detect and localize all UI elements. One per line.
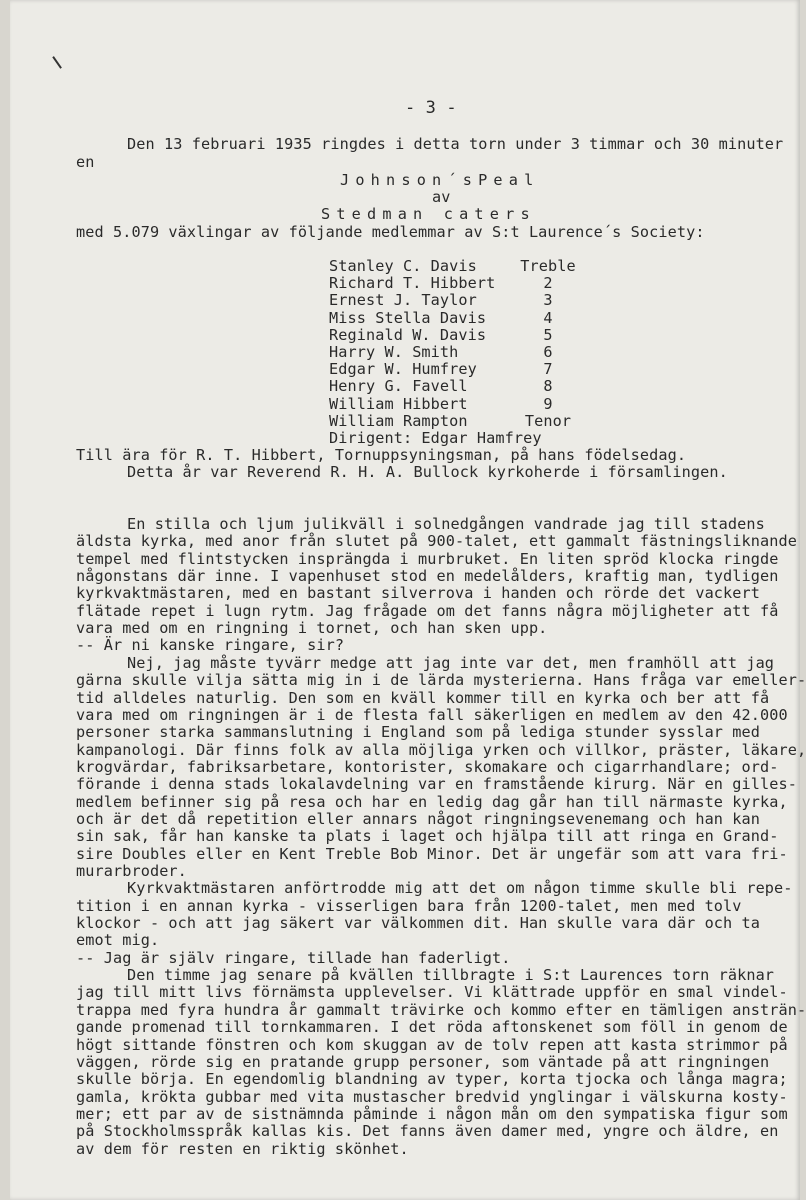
body-line: En stilla och ljum julikväll i solnedgången vandrade jag till stadens: [127, 515, 765, 533]
body-line: väggen, rörde sig en pratande grupp personer, som väntade på att ringningen: [76, 1052, 770, 1071]
body-line: murarbroder.: [76, 862, 187, 880]
peal-method: Stedman caters: [321, 205, 536, 223]
ringer-bell: Tenor: [524, 411, 572, 430]
body-line: sire Doubles eller en Kent Treble Bob Minor. Det är ungefär som att vara fri-: [76, 844, 788, 863]
dedication-line-2: Detta år var Reverend R. H. A. Bullock kyrkoherde i församlingen.: [127, 463, 728, 481]
body-line: skulle börja. En egendomlig blandning av typer, korta tjocka och långa magra;: [76, 1070, 788, 1089]
body-line: tempel med flintstycken insprängda i murbruket. En liten spröd klocka ringde: [76, 549, 779, 568]
body-line: gamla, krökta gubbar med vita mustascher bredvid ynglingar i välskurna kosty-: [76, 1087, 788, 1106]
ringer-bell: 9: [543, 394, 553, 413]
ringer-bell: 6: [543, 343, 553, 361]
body-line: Den timme jag senare på kvällen tillbragte i S:t Laurences torn räknar: [127, 966, 775, 985]
body-line: gärna skulle vilja sätta mig in i de lärda mysterierna. Hans fråga var emeller-: [76, 671, 806, 690]
ringer-bell: 8: [543, 377, 553, 396]
peal-title: Johnson´sPeal: [340, 171, 540, 189]
body-line: kyrkvaktmästaren, med en bastant silverrova i handen och rörde det vackert: [76, 584, 761, 603]
ringer-name: Henry G. Favell: [329, 377, 468, 396]
body-line: av dem för resten en riktig skönhet.: [76, 1139, 409, 1158]
body-line: klockor - och att jag säkert var välkommen dit. Han skulle vara där och ta: [76, 914, 761, 933]
ringer-bell: 3: [543, 291, 553, 310]
body-line: personer starka sammanslutning i England som på lediga stunder sysslar med: [76, 723, 761, 742]
ringer-name: Miss Stella Davis: [329, 308, 487, 327]
intro-line-2: en: [76, 153, 95, 171]
ringer-bell: Treble: [520, 257, 576, 275]
intro-line-3: med 5.079 växlingar av följande medlemmar av S:t Laurence´s Society:: [76, 223, 705, 241]
body-line: tid alldeles naturlig. Den som en kväll kommer till en kyrka och ber att få: [76, 688, 770, 707]
ringer-bell: 5: [543, 325, 553, 344]
body-line: på Stockholmsspråk kallas kis. Det fanns även damer med, yngre och äldre, en: [76, 1122, 779, 1141]
ringer-name: William Rampton: [329, 411, 468, 430]
body-line: kampanologi. Där finns folk av alla möjliga yrken och villkor, präster, läkare,: [76, 740, 806, 759]
document-page: [10, 0, 806, 1200]
body-line: högt sittande fönstren och kom skuggan av de tolv repen att kasta strimmor på: [76, 1035, 788, 1054]
body-line: tition i en annan kyrka - visserligen bara från 1200-talet, men med tolv: [76, 896, 742, 915]
body-line: trappa med fyra hundra år gammalt trävirke och kommo efter en tämligen ansträn-: [76, 1000, 806, 1019]
body-line: emot mig.: [76, 931, 160, 950]
body-line: jag till mitt livs förnämsta upplevelser. Vi klättrade uppför en smal vindel-: [76, 983, 788, 1002]
ringer-bell: 2: [543, 274, 553, 293]
ringer-name: Stanley C. Davis: [329, 257, 477, 275]
conductor: Dirigent: Edgar Hamfrey: [329, 429, 542, 447]
intro-line-1: Den 13 februari 1935 ringdes i detta torn under 3 timmar och 30 minuter: [127, 135, 784, 153]
ringer-bell: 4: [543, 308, 553, 327]
pencil-mark: [52, 49, 71, 68]
body-line: någonstans där inne. I vapenhuset stod en medelålders, kraftig man, tydligen: [76, 567, 779, 586]
body-line: medlem befinner sig på resa och har en ledig dag går han till närmaste kyrka,: [76, 792, 788, 811]
body-line: och är det då repetition eller annars något ringningsevenemang och han kan: [76, 809, 761, 828]
peal-av: av: [432, 188, 451, 206]
body-line: gande promenad till tornkammaren. I det röda aftonskenet som föll in genom de: [76, 1018, 788, 1037]
body-line: -- Är ni kanske ringare, sir?: [76, 636, 345, 655]
body-line: sin sak, får han kanske ta plats i laget och hjälpa till att ringa en Grand-: [76, 827, 779, 846]
body-line: krogvärdar, fabriksarbetare, kontorister, skomakare och cigarrhandlare; ord-: [76, 757, 779, 776]
ringer-name: William Hibbert: [329, 394, 468, 413]
ringer-name: Reginald W. Davis: [329, 325, 487, 344]
body-line: mer; ett par av de sistnämnda påminde i någon mån om den sympatiska figur som: [76, 1104, 788, 1123]
body-line: Nej, jag måste tyvärr medge att jag inte var det, men framhöll att jag: [127, 653, 775, 672]
body-line: äldsta kyrka, med anor från slutet på 900-talet, ett gammalt fästningsliknande: [76, 532, 798, 551]
ringer-name: Harry W. Smith: [329, 343, 459, 361]
page-number: - 3 -: [405, 98, 457, 118]
ringer-name: Richard T. Hibbert: [329, 274, 496, 293]
body-line: vara med om en ringning i tornet, och han sken upp.: [76, 619, 548, 638]
body-line: förande i denna stads lokalavdelning var en framstående kirurg. När en gilles-: [76, 775, 798, 794]
body-line: flätade repet i lugn rytm. Jag frågade om det fanns några möjligheter att få: [76, 601, 779, 620]
body-line: vara med om ringningen är i de flesta fall säkerligen en medlem av den 42.000: [76, 705, 788, 724]
ringer-name: Ernest J. Taylor: [329, 291, 477, 310]
body-line: Kyrkvaktmästaren anförtrodde mig att det om någon timme skulle bli repe-: [127, 879, 793, 898]
body-line: -- Jag är själv ringare, tillade han faderligt.: [76, 948, 511, 967]
ringer-bell: 7: [543, 360, 553, 379]
dedication-line-1: Till ära för R. T. Hibbert, Tornuppsyningsman, på hans födelsedag.: [76, 446, 687, 464]
ringer-name: Edgar W. Humfrey: [329, 360, 477, 379]
